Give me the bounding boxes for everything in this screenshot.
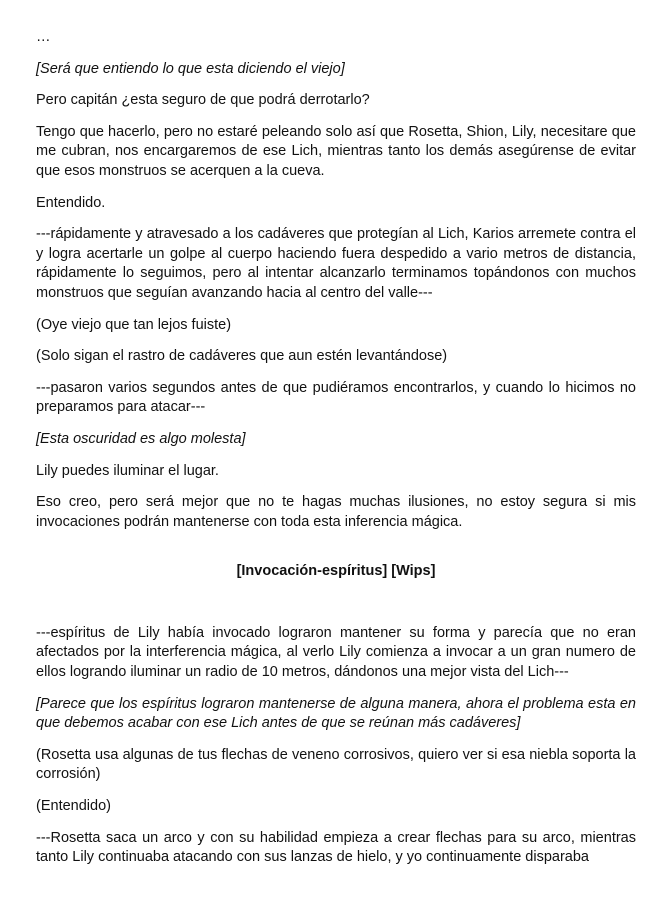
paragraph: [Esta oscuridad es algo molesta]: [36, 430, 246, 447]
paragraph: ---espíritus de Lily había invocado lograron mantener su forma y parecía que no eran afectados por la interferencia mágica, al verlo Lily comienza a invocar a un gran numero de ellos logrando iluminar un radio de 10 metros, dándonos una mejor vista del Lich---: [36, 624, 636, 681]
paragraph: [Parece que los espíritus lograron mantenerse de alguna manera, ahora el problema esta en que debemos acabar con ese Lich antes de que se reúnan más cadáveres]: [36, 695, 636, 732]
paragraph: ---Rosetta saca un arco y con su habilidad empieza a crear flechas para su arco, mientras tanto Lily continuaba atacando con sus lanzas de hielo, y yo continuamente disparaba: [36, 829, 636, 866]
paragraph: (Oye viejo que tan lejos fuiste): [36, 316, 232, 333]
paragraph: Eso creo, pero será mejor que no te hagas muchas ilusiones, no estoy segura si mis invocaciones podrán mantenerse con toda esta inferencia mágica.: [36, 494, 636, 530]
document-page: [36, 28, 636, 880]
body-text-bottom: [36, 624, 636, 868]
paragraph: (Solo sigan el rastro de cadáveres que aun estén levantándose): [36, 348, 448, 365]
paragraph: Entendido.: [36, 194, 106, 211]
body-text-top: [36, 28, 636, 532]
paragraph: ---rápidamente y atravesado a los cadáveres que protegían al Lich, Karios arremete contra el y logra acertarle un golpe al cuerpo haciendo fuera despedido a vario metros de distancia, rápidamente lo seguimos, pero al intentar alcanzarlo terminamos topándonos con muchos monstruos que seguían avanzando hacia al centro del valle---: [36, 226, 636, 301]
paragraph: Tengo que hacerlo, pero no estaré peleando solo así que Rosetta, Shion, Lily, necesitare que me cubran, nos encargaremos de ese Lich, mientras tanto los demás asegúrense de evitar que esos monstruos se acerquen a la cueva.: [36, 123, 636, 179]
paragraph: ---pasaron varios segundos antes de que pudiéramos encontrarlos, y cuando lo hicimos no preparamos para atacar---: [36, 379, 636, 416]
section-heading: [Invocación-espíritus] [Wips]: [236, 563, 436, 580]
paragraph: Pero capitán ¿esta seguro de que podrá derrotarlo?: [36, 92, 370, 109]
paragraph: (Entendido): [36, 798, 111, 815]
paragraph: (Rosetta usa algunas de tus flechas de veneno corrosivos, quiero ver si esa niebla soporta la corrosión): [36, 746, 636, 783]
paragraph: Lily puedes iluminar el lugar.: [36, 462, 219, 479]
paragraph: [Será que entiendo lo que esta diciendo el viejo]: [36, 60, 345, 77]
paragraph: …: [36, 29, 51, 45]
